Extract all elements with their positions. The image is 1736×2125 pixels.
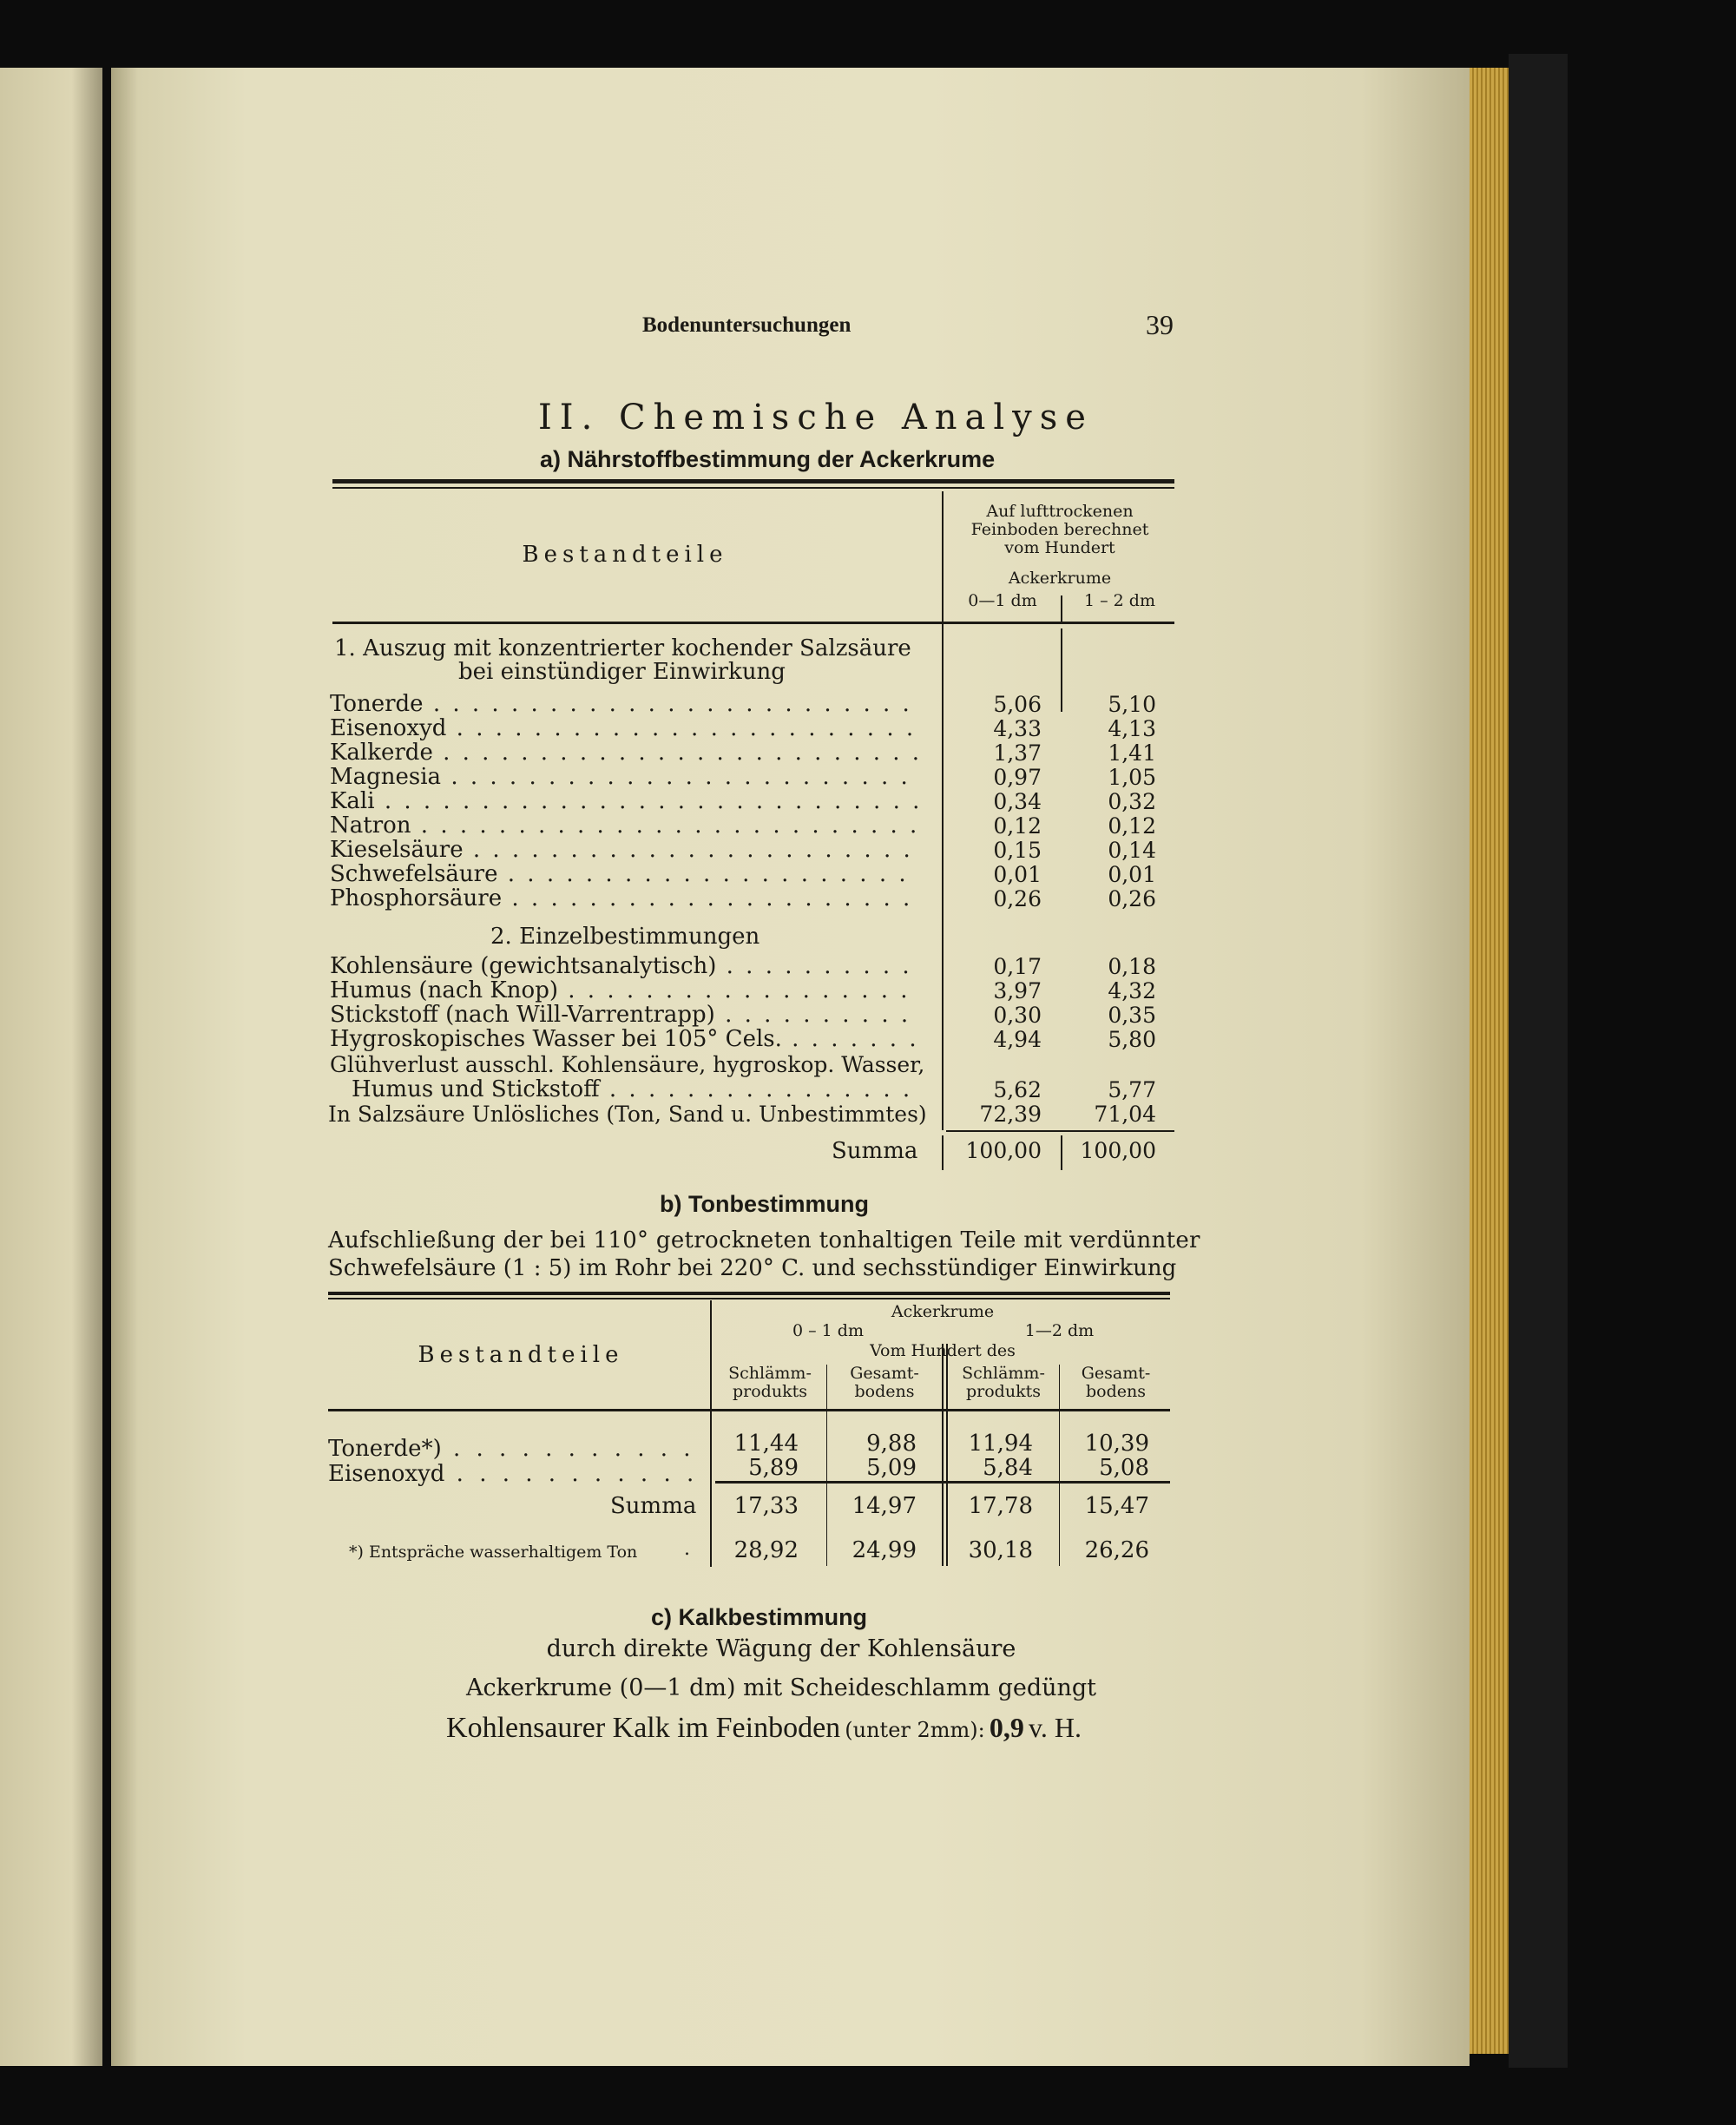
table2-row-label: Tonerde*) . . .: [328, 1436, 693, 1462]
table2-footnote-v3: 30,18: [968, 1537, 1033, 1563]
table1-ackerkrume-header: Ackerkrume: [1008, 569, 1112, 588]
table2-depth1-header: 0 – 1 dm: [792, 1321, 864, 1340]
table1-cell: 4,13: [1108, 716, 1156, 741]
table2-cell: 5,09: [866, 1455, 917, 1481]
section-title: II. Chemische Analyse: [538, 398, 1094, 438]
table1-row-label: Eisenoxyd . . .: [330, 715, 920, 741]
book-cover: [1509, 54, 1568, 2068]
table1-row-label: Natron . . .: [330, 812, 920, 839]
table1-cell: 0,15: [993, 838, 1042, 863]
table1-cell: 0,12: [1108, 813, 1156, 839]
part-c-result-suffix: v. H.: [1028, 1712, 1082, 1743]
part-c-result: [330, 1712, 1198, 1745]
group1-title-line2: bei einstündiger Einwirkung: [458, 659, 786, 685]
group1-title-line1: 1. Auszug mit konzentrierter kochender Salzsäure: [334, 635, 911, 661]
table2-footnote-v1: 28,92: [733, 1537, 799, 1563]
table1-cell: 4,94: [993, 1027, 1042, 1052]
table1-summa-rule: [946, 1130, 1174, 1132]
table1-cell: 5,10: [1108, 692, 1156, 717]
table2-ackerkrume-header: Ackerkrume: [891, 1302, 995, 1321]
table2-footnote-dot: .: [684, 1538, 690, 1560]
table1-row-label: Kali . . .: [330, 788, 920, 814]
table1-cell: 4,33: [993, 716, 1042, 741]
table2-col2-header: Gesamt- bodens: [850, 1364, 919, 1401]
table1-col-divider: [1061, 628, 1062, 712]
table2-summa-label: Summa: [610, 1493, 697, 1519]
table1-summa-v1: 100,00: [965, 1138, 1042, 1163]
table1-depth1-header: 0—1 dm: [968, 591, 1037, 610]
table1-cell: 0,17: [993, 954, 1042, 979]
part-b-intro-line2: Schwefelsäure (1 : 5) im Rohr bei 220° C. und sechsstündiger Einwirkung: [328, 1255, 1177, 1281]
table1-cell: 0,35: [1108, 1003, 1156, 1028]
table1-cell: 0,01: [1108, 862, 1156, 887]
table2-footnote-label: *) Entspräche wasserhaltigem Ton: [349, 1543, 638, 1562]
table1-cell: 0,97: [993, 765, 1042, 790]
table1-cell: 0,12: [993, 813, 1042, 839]
table1-row-label: Kieselsäure . . .: [330, 837, 920, 863]
table1-note-line2: Feinboden berechnet: [970, 520, 1149, 539]
part-c-result-text: Kohlensaurer Kalk im Feinboden: [446, 1712, 841, 1744]
table1-row-label: Schwefelsäure . . .: [330, 861, 920, 887]
table1-bestandteile-header: Bestandteile: [522, 542, 728, 568]
table1-cell: 71,04: [1094, 1102, 1156, 1127]
page-number: 39: [1146, 309, 1174, 340]
table1-summa-label: Summa: [832, 1138, 918, 1164]
table1-cell: 0,14: [1108, 838, 1156, 863]
gluehverlust-line1: Glühverlust ausschl. Kohlensäure, hygroskop. Wasser,: [330, 1052, 925, 1077]
table1-summa-v2: 100,00: [1080, 1138, 1156, 1163]
table1-cell: 0,34: [993, 789, 1042, 814]
table2-cell: 9,88: [866, 1431, 917, 1457]
table1-cell: 5,80: [1108, 1027, 1156, 1052]
table1-cell: 1,41: [1108, 740, 1156, 766]
part-c-line2: Ackerkrume (0—1 dm) mit Scheideschlamm gedüngt: [465, 1674, 1097, 1701]
table1-cell: 0,26: [993, 886, 1042, 911]
page-edges: [1470, 68, 1509, 2054]
table1-cell: 0,18: [1108, 954, 1156, 979]
table1-cell: 1,05: [1108, 765, 1156, 790]
table1-depth2-header: 1 – 2 dm: [1084, 591, 1155, 610]
table1-cell: 5,77: [1108, 1077, 1156, 1102]
table1-note-line1: Auf lufttrockenen: [986, 502, 1134, 521]
table1-cell: 0,30: [993, 1003, 1042, 1028]
table1-row-label: Hygroskopisches Wasser bei 105° Cels. . . .: [330, 1026, 920, 1052]
table2-footnote-v2: 24,99: [852, 1537, 917, 1563]
table2-col3-header: Schlämm- produkts: [962, 1364, 1045, 1401]
part-c-line1: durch direkte Wägung der Kohlensäure: [546, 1635, 1016, 1662]
table1-note-line3: vom Hundert: [1004, 538, 1115, 557]
table1-cell: 0,32: [1108, 789, 1156, 814]
table1-cell: 4,32: [1108, 978, 1156, 1003]
running-head: Bodenuntersuchungen: [642, 313, 852, 337]
table1-cell: 3,97: [993, 978, 1042, 1003]
part-a-heading: a) Nährstoffbestimmung der Ackerkrume: [540, 446, 996, 472]
table1-cell: 5,06: [993, 692, 1042, 717]
table1-vertical-rule: [942, 491, 944, 1130]
table1-top-rule-thin: [332, 487, 1174, 489]
table1-row-label: Phosphorsäure . . .: [330, 885, 920, 911]
table2-top-rule: [328, 1292, 1170, 1295]
table2-summa-v3: 17,78: [968, 1493, 1033, 1519]
table2-cell: 11,94: [968, 1431, 1033, 1457]
table2-cell: 11,44: [733, 1431, 799, 1457]
table2-footnote-v4: 26,26: [1084, 1537, 1149, 1563]
table1-cell: 72,39: [979, 1102, 1042, 1127]
table1-cell: 0,01: [993, 862, 1042, 887]
unloesliches-label: In Salzsäure Unlösliches (Ton, Sand u. Unbestimmtes): [328, 1102, 927, 1127]
facing-page: [0, 68, 102, 2066]
part-c-heading: c) Kalkbestimmung: [651, 1604, 868, 1630]
table2-vom-hundert-header: Vom Hundert des: [870, 1341, 1016, 1360]
table2-bestandteile-header: Bestandteile: [418, 1342, 624, 1368]
table1-row-label: Kohlensäure (gewichtsanalytisch) . . .: [330, 953, 920, 979]
table1-row-label: Magnesia . . .: [330, 764, 920, 790]
table1-header-rule: [332, 622, 1174, 624]
table2-col4-header: Gesamt- bodens: [1081, 1364, 1151, 1401]
table1-cell: 5,62: [993, 1077, 1042, 1102]
group2-title: 2. Einzelbestimmungen: [490, 924, 760, 950]
part-b-intro-line1: Aufschließung der bei 110° getrockneten tonhaltigen Teile mit verdünnter: [328, 1227, 1200, 1253]
table2-cell: 5,08: [1099, 1455, 1149, 1481]
table2-cell: 5,89: [748, 1455, 799, 1481]
table1-row-label: Stickstoff (nach Will-Varrentrapp) . . .: [330, 1002, 920, 1028]
table2-top-rule-thin: [328, 1298, 1170, 1299]
table2-summa-v4: 15,47: [1084, 1493, 1149, 1519]
part-c-result-unit: (unter 2mm):: [845, 1718, 985, 1742]
part-c-result-value: 0,9: [989, 1712, 1024, 1743]
table1-row-label: Humus (nach Knop) . . .: [330, 977, 920, 1003]
table1-depth-divider: [1061, 595, 1062, 622]
table2-col1-header: Schlämm- produkts: [728, 1364, 812, 1401]
table1-cell: 0,26: [1108, 886, 1156, 911]
table2-header-rule: [328, 1409, 1170, 1411]
table2-cell: 10,39: [1084, 1431, 1149, 1457]
table2-summa-v2: 14,97: [852, 1493, 917, 1519]
table1-row-label: Tonerde . . .: [330, 691, 920, 717]
table2-row-label: Eisenoxyd . . .: [328, 1461, 693, 1487]
table1-row-label: Kalkerde . . .: [330, 740, 920, 766]
table1-cell: 1,37: [993, 740, 1042, 766]
gluehverlust-line2: Humus und Stickstoff . . .: [352, 1076, 920, 1102]
table2-cell: 5,84: [983, 1455, 1033, 1481]
table1-summa-vrule: [942, 1135, 944, 1170]
table2-depth2-header: 1—2 dm: [1024, 1321, 1095, 1340]
table2-summa-v1: 17,33: [733, 1493, 799, 1519]
table1-top-rule: [332, 479, 1174, 484]
part-b-heading: b) Tonbestimmung: [660, 1191, 869, 1217]
